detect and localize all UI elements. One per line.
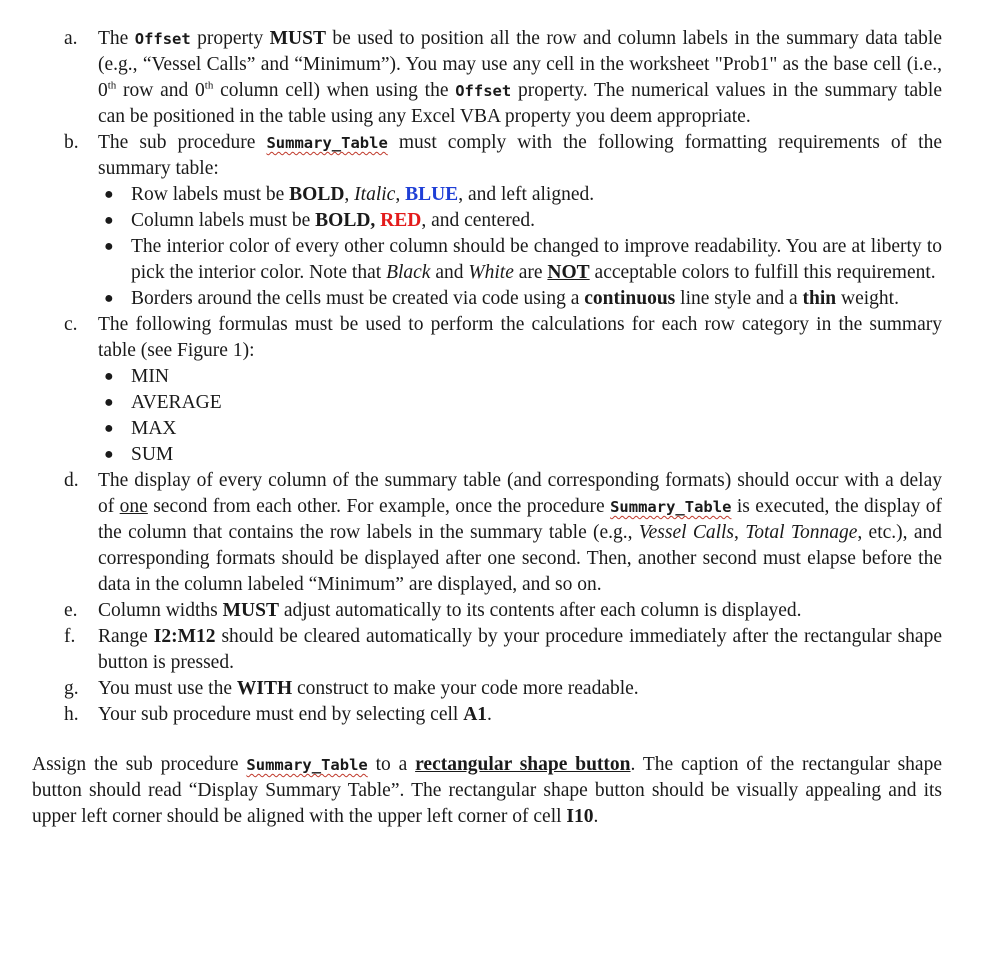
item-marker: f. (64, 626, 76, 647)
bullet-icon: ● (104, 290, 114, 307)
emphasis-must: MUST (269, 28, 326, 49)
code-offset: Offset (455, 82, 512, 100)
item-marker: c. (64, 314, 78, 335)
requirement-e: e. Column widths MUST adjust automatically to its contents after each column is displayed. (0, 598, 1000, 624)
requirement-g: g. You must use the WITH construct to make your code more readable. (0, 676, 1000, 702)
bullet-interior-color: ● The interior color of every other column should be changed to improve readability. You are at liberty to pick the interior color. Note that Black and White are NOT acceptable colors to fulfill this requirement. (104, 236, 942, 283)
code-offset: Offset (134, 30, 191, 48)
requirement-c: c. The following formulas must be used to perform the calculations for each row category in the summary table (see Figure 1): (64, 314, 942, 361)
bullet-row-labels: ● Row labels must be BOLD, Italic, BLUE, and left aligned. (0, 182, 1000, 208)
bullet-icon: ● (104, 212, 114, 229)
bullet-icon: ● (104, 394, 114, 411)
code-summary-table: Summary_Table (246, 756, 368, 774)
bullet-borders: ● Borders around the cells must be created via code using a continuous line style and a thin weight. (0, 286, 1000, 312)
bullet-column-labels: ● Column labels must be BOLD, RED, and centered. (0, 208, 1000, 234)
bullet-icon: ● (104, 368, 114, 385)
bullet-formula: ● SUM (0, 442, 1000, 468)
code-summary-table: Summary_Table (266, 134, 388, 152)
item-marker: a. (64, 28, 78, 49)
item-marker: g. (64, 678, 79, 699)
code-summary-table: Summary_Table (610, 498, 732, 516)
item-marker: h. (64, 704, 79, 725)
item-marker: e. (64, 600, 78, 621)
bullet-formula: ● MIN (0, 364, 1000, 390)
bullet-icon: ● (104, 186, 114, 203)
rectangular-shape-button-text: rectangular shape button (415, 754, 631, 775)
bullet-formula: ● AVERAGE (0, 390, 1000, 416)
requirement-h: h. Your sub procedure must end by selecting cell A1. (0, 702, 1000, 728)
bullet-icon: ● (104, 238, 114, 255)
document-body (0, 26, 1000, 830)
item-marker: b. (64, 132, 79, 153)
assign-paragraph: Assign the sub procedure Summary_Table to a rectangular shape button. The caption of the rectangular shape button should read “Display Summary Table”. The rectangular shape button should be visually appealing and its upper left corner should be aligned with the upper left corner of cell I10. (32, 754, 942, 827)
requirement-d: d. The display of every column of the summary table (and corresponding formats) should occur with a delay of one second from each other. For example, once the procedure Summary_Table is executed, the display of the column that contains the row labels in the summary table (e.g., Vessel Calls, Total Tonnage, etc.), and corresponding formats should be displayed after one second. Then, another second must elapse before the data in the column labeled “Minimum” are displayed, and so on. (64, 470, 943, 595)
bullet-formula: ● MAX (0, 416, 1000, 442)
requirement-b: b. The sub procedure Summary_Table must comply with the following formatting requirements of the summary table: (64, 132, 942, 179)
item-marker: d. (64, 470, 79, 491)
requirement-f: f. Range I2:M12 should be cleared automatically by your procedure immediately after the rectangular shape button is pressed. (64, 626, 942, 673)
bullet-icon: ● (104, 446, 114, 463)
requirement-a: a. The Offset property MUST be used to position all the row and column labels in the summary data table (e.g., “Vessel Calls” and “Minimum”). You may use any cell in the worksheet "Prob1" as the base cell (i.e., 0th row and 0th column cell) when using the Offset property. The numerical values in the summary table can be positioned in the table using any Excel VBA property you deem appropriate. (64, 28, 943, 127)
bullet-icon: ● (104, 420, 114, 437)
